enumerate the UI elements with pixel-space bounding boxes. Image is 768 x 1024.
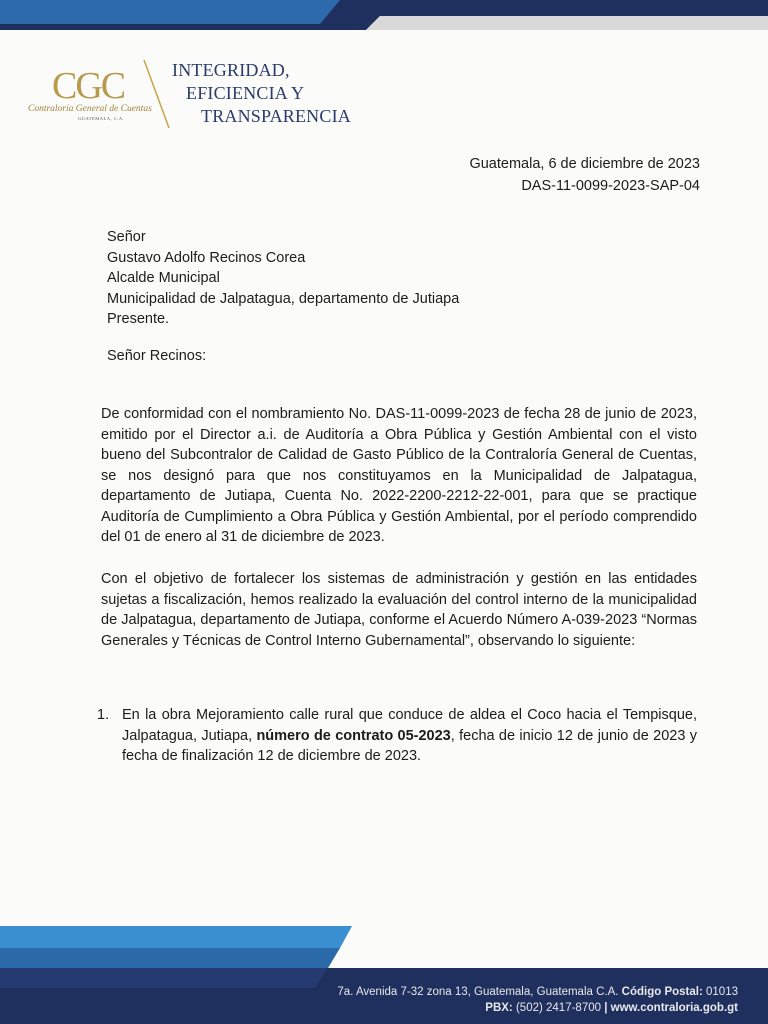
footer-contact: [485, 1002, 738, 1014]
finding-list-item: [97, 705, 697, 767]
motto-line-1: INTEGRIDAD,: [172, 60, 290, 80]
addressee-block: [107, 227, 459, 330]
institution-logo: [24, 60, 364, 140]
addressee-presente: Presente.: [107, 311, 170, 327]
addressee-position: Alcalde Municipal: [107, 270, 220, 286]
contract-number: número de contrato 05-2023: [256, 727, 451, 744]
addressee-title: Señor: [107, 229, 146, 245]
logo-monogram: CGC: [52, 65, 125, 107]
list-item-text: [122, 705, 697, 767]
logo-institution-name: Contraloría General de Cuentas: [28, 104, 152, 114]
header-band: [0, 0, 768, 30]
website-link[interactable]: www.contraloria.gob.gt: [610, 1002, 738, 1014]
pbx-label: PBX:: [485, 1002, 513, 1014]
footer-address-text: 7a. Avenida 7-32 zona 13, Guatemala, Guatemala C.A.: [337, 986, 619, 998]
motto-line-2: EFICIENCIA Y: [186, 83, 305, 103]
header-band-graphic: [0, 0, 768, 30]
list-text-start: En la obra Mejoramiento calle rural que conduce de aldea el Coco hacia el Tempisque, Jalpatagua, Jutiapa,: [122, 707, 697, 744]
list-item-number: 1.: [97, 707, 110, 723]
postal-code: 01013: [706, 986, 738, 998]
place-date: Guatemala, 6 de diciembre de 2023: [469, 156, 700, 172]
date-reference-block: [469, 153, 700, 197]
addressee-name: Gustavo Adolfo Recinos Corea: [107, 249, 306, 266]
logo-city: GUATEMALA, C.A.: [78, 116, 125, 121]
motto-line-3: TRANSPARENCIA: [201, 106, 351, 126]
postal-label: Código Postal:: [621, 986, 703, 998]
body-paragraph-2: Con el objetivo de fortalecer los sistemas de administración y gestión en las entidades sujetas a fiscalización, hemos realizado la evaluación del control interno de la municipalidad de Jalpatagua, departamento de Jutiapa, conforme el Acuerdo Número A-039-2023 “Normas Generales y Técnicas de Control Interno Gubernamental”, observando lo siguiente:: [101, 571, 697, 649]
logo-divider-line: [141, 60, 171, 130]
list-text-end: , fecha de inicio 12 de junio de 2023 y fecha de finalización 12 de diciembre de 2023.: [122, 727, 697, 764]
pbx-number: (502) 2417-8700: [515, 1002, 602, 1014]
body-paragraph-1: De conformidad con el nombramiento No. DAS-11-0099-2023 de fecha 28 de junio de 2023, emitido por el Director a.i. de Auditoría a Obra Pública y Gestión Ambiental con el visto bueno del Subcontralor de Calidad de Gasto Público de la Contraloría General de Cuentas, se nos designó para que nos constituyamos en la Municipalidad de Jalpatagua, departamento de Jutiapa, Cuenta No. 2022-2200-2212-22-001, para que se practique Auditoría de Cumplimiento a Obra Pública y Gestión Ambiental, por el período comprendido del 01 de enero al 31 de diciembre de 2023.: [101, 406, 697, 545]
addressee-entity: Municipalidad de Jalpatagua, departamento de Jutiapa: [107, 290, 460, 307]
reference-number: DAS-11-0099-2023-SAP-04: [521, 178, 700, 194]
footer-separator: |: [604, 1002, 608, 1014]
footer-address: [337, 986, 738, 998]
salutation: Señor Recinos:: [107, 348, 207, 364]
